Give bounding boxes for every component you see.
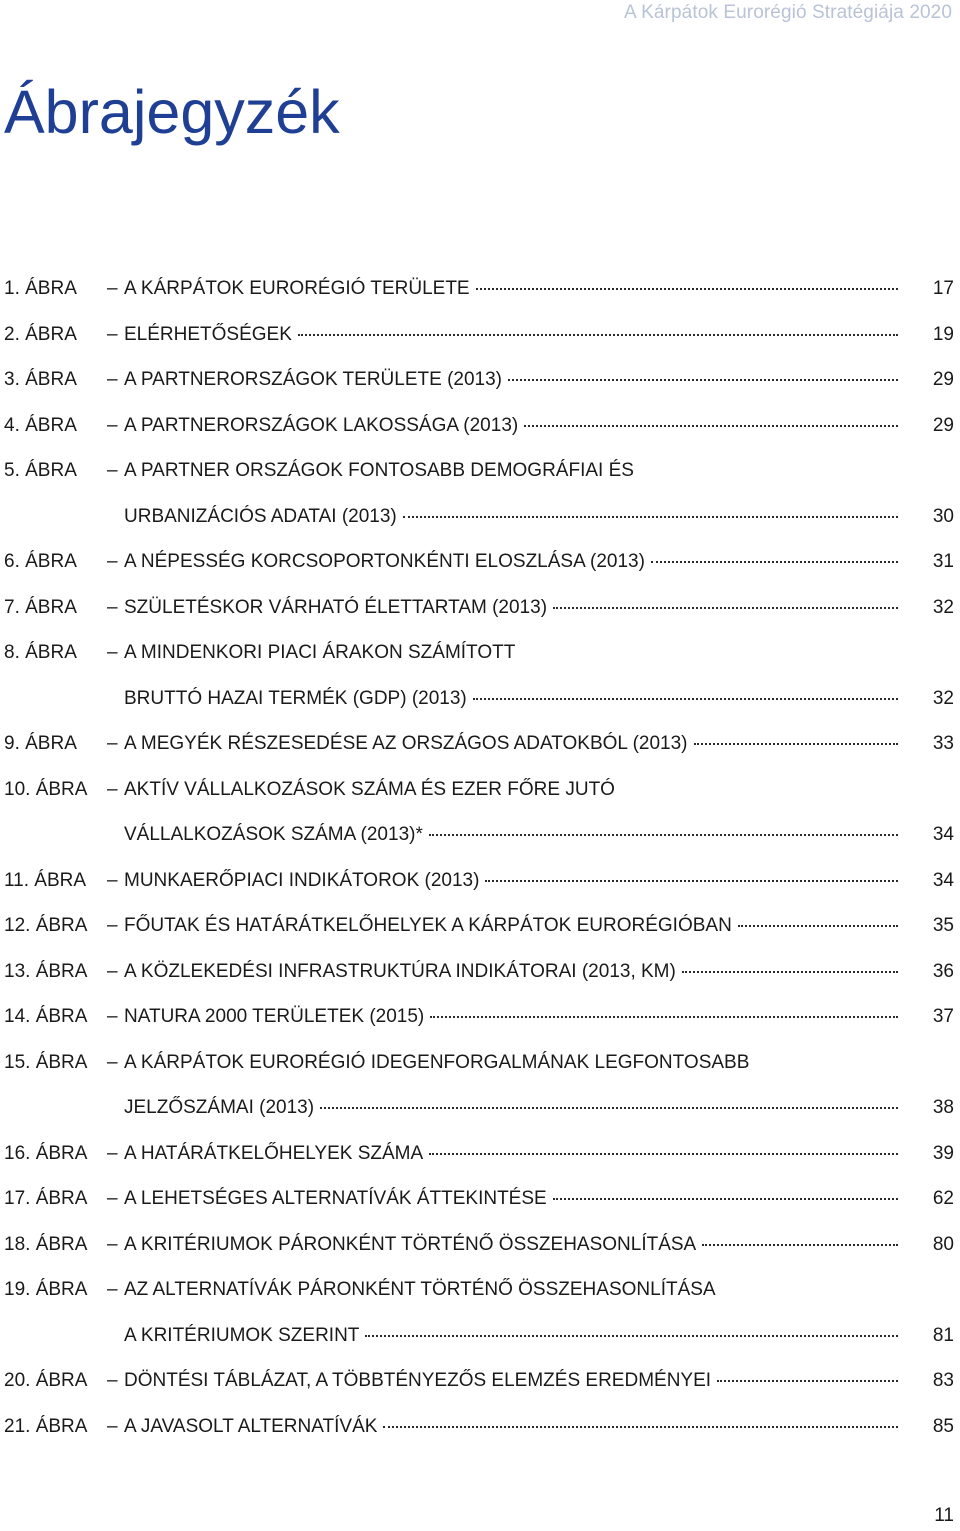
entry-dash: –	[107, 1051, 118, 1073]
page-ref: 85	[932, 1415, 954, 1437]
dot-leader	[383, 1426, 898, 1428]
figure-title: A PARTNERORSZÁGOK TERÜLETE (2013)	[124, 369, 502, 390]
entry-body	[124, 870, 898, 892]
entry-dash: –	[107, 869, 118, 891]
dot-leader	[682, 971, 898, 973]
dot-leader	[476, 288, 898, 290]
entry-body	[124, 1006, 898, 1028]
entry-body	[124, 551, 898, 573]
page-ref: 29	[932, 414, 954, 436]
dot-leader	[320, 1107, 898, 1109]
figure-title: NATURA 2000 TERÜLETEK (2015)	[124, 1006, 425, 1027]
toc-entry[interactable]	[0, 721, 960, 767]
figure-title: AKTÍV VÁLLALKOZÁSOK SZÁMA ÉS EZER FŐRE JUTÓ	[124, 778, 615, 800]
dot-leader	[524, 425, 898, 427]
entry-body	[124, 915, 898, 937]
figure-title: DÖNTÉSI TÁBLÁZAT, A TÖBBTÉNYEZŐS ELEMZÉS EREDMÉNYEI	[124, 1370, 712, 1391]
figure-number: 6. ÁBRA	[4, 551, 77, 572]
figure-number: 9. ÁBRA	[4, 733, 77, 754]
figure-number: 14. ÁBRA	[4, 1006, 88, 1027]
figure-number: 5. ÁBRA	[4, 460, 77, 481]
figure-title: A HATÁRÁTKELŐHELYEK SZÁMA	[124, 1142, 424, 1164]
figure-number: 2. ÁBRA	[4, 323, 77, 345]
figure-number: 16. ÁBRA	[4, 1142, 88, 1164]
figure-title: VÁLLALKOZÁSOK SZÁMA (2013)*	[124, 824, 423, 845]
page-ref: 35	[932, 915, 954, 936]
figure-number: 20. ÁBRA	[4, 1370, 88, 1391]
entry-dash: –	[107, 915, 118, 936]
figure-title: A PARTNERORSZÁGOK LAKOSSÁGA (2013)	[124, 414, 519, 436]
toc-entry[interactable]	[0, 1040, 960, 1086]
entry-dash: –	[107, 369, 118, 390]
dot-leader	[651, 561, 898, 563]
toc-entry[interactable]	[0, 1176, 960, 1222]
toc-entry[interactable]	[0, 1404, 960, 1450]
entry-dash: –	[107, 278, 118, 299]
entry-dash: –	[107, 778, 118, 800]
toc-entry[interactable]	[0, 312, 960, 358]
page-ref: 34	[932, 824, 954, 845]
toc-entry[interactable]	[0, 539, 960, 585]
figure-title: A MINDENKORI PIACI ÁRAKON SZÁMÍTOTT	[124, 642, 516, 663]
toc-entry[interactable]	[0, 266, 960, 312]
figure-title: A KRITÉRIUMOK PÁRONKÉNT TÖRTÉNŐ ÖSSZEHASONLÍTÁSA	[124, 1233, 697, 1255]
toc-entry[interactable]	[0, 949, 960, 995]
entry-dash: –	[107, 1233, 118, 1255]
entry-body	[124, 1097, 898, 1119]
dot-leader	[553, 607, 898, 609]
toc-entry[interactable]	[0, 767, 960, 813]
entry-body	[124, 597, 898, 619]
entry-body	[124, 733, 898, 755]
toc-entry[interactable]	[0, 812, 960, 858]
figure-title: MUNKAERŐPIACI INDIKÁTOROK (2013)	[124, 869, 480, 891]
page-number: 11	[934, 1505, 954, 1526]
figure-number: 8. ÁBRA	[4, 642, 77, 663]
figure-number: 7. ÁBRA	[4, 596, 77, 618]
dot-leader	[717, 1380, 898, 1382]
dot-leader	[485, 880, 898, 882]
entry-body	[124, 415, 898, 437]
page-ref: 80	[932, 1233, 954, 1255]
toc-entry[interactable]	[0, 903, 960, 949]
figure-number: 12. ÁBRA	[4, 915, 88, 936]
figure-title: A KÁRPÁTOK EURORÉGIÓ IDEGENFORGALMÁNAK LEGFONTOSABB	[124, 1051, 750, 1073]
page-ref: 39	[932, 1142, 954, 1164]
figure-number: 10. ÁBRA	[4, 778, 88, 800]
dot-leader	[429, 1153, 898, 1155]
running-header: A Kárpátok Eurorégió Stratégiája 2020	[624, 2, 952, 23]
dot-leader	[298, 334, 898, 336]
entry-dash: –	[107, 1188, 118, 1209]
figure-title: SZÜLETÉSKOR VÁRHATÓ ÉLETTARTAM (2013)	[124, 596, 548, 618]
dot-leader	[430, 1016, 898, 1018]
toc-entry[interactable]	[0, 630, 960, 676]
page-ref: 30	[932, 505, 954, 527]
entry-dash: –	[107, 1142, 118, 1164]
dot-leader	[473, 698, 898, 700]
figure-title: URBANIZÁCIÓS ADATAI (2013)	[124, 505, 397, 527]
toc-entry[interactable]	[0, 1358, 960, 1404]
page-ref: 19	[932, 323, 954, 345]
entry-body	[124, 324, 898, 346]
figure-title: A KÁRPÁTOK EURORÉGIÓ TERÜLETE	[124, 278, 470, 299]
page-ref: 38	[932, 1097, 954, 1118]
dot-leader	[365, 1335, 898, 1337]
entry-dash: –	[107, 1415, 118, 1437]
entry-body	[124, 460, 898, 482]
toc-entry[interactable]	[0, 357, 960, 403]
table-of-figures	[0, 266, 960, 1449]
page-ref: 29	[932, 369, 954, 390]
entry-dash: –	[107, 642, 118, 663]
figure-number: 4. ÁBRA	[4, 414, 77, 436]
figure-number: 18. ÁBRA	[4, 1233, 88, 1255]
figure-title: BRUTTÓ HAZAI TERMÉK (GDP) (2013)	[124, 687, 467, 709]
figure-title: A KRITÉRIUMOK SZERINT	[124, 1324, 360, 1346]
figure-title: A NÉPESSÉG KORCSOPORTONKÉNTI ELOSZLÁSA (2013)	[124, 551, 645, 572]
dot-leader	[738, 925, 898, 927]
figure-number: 21. ÁBRA	[4, 1415, 88, 1437]
entry-dash: –	[107, 1370, 118, 1391]
figure-number: 17. ÁBRA	[4, 1188, 88, 1209]
figure-title: A MEGYÉK RÉSZESEDÉSE AZ ORSZÁGOS ADATOKBÓL (2013)	[124, 733, 688, 754]
page-ref: 81	[932, 1324, 954, 1346]
toc-entry[interactable]	[0, 1085, 960, 1131]
entry-body	[124, 688, 898, 710]
figure-number: 19. ÁBRA	[4, 1279, 88, 1300]
page-ref: 32	[932, 687, 954, 709]
entry-body	[124, 1143, 898, 1165]
entry-dash: –	[107, 460, 118, 481]
dot-leader	[429, 834, 898, 836]
toc-entry[interactable]	[0, 858, 960, 904]
entry-dash: –	[107, 733, 118, 754]
toc-entry[interactable]	[0, 994, 960, 1040]
entry-dash: –	[107, 551, 118, 572]
toc-entry[interactable]	[0, 1131, 960, 1177]
entry-dash: –	[107, 1006, 118, 1027]
entry-body	[124, 1325, 898, 1347]
entry-dash: –	[107, 414, 118, 436]
figure-number: 1. ÁBRA	[4, 278, 77, 299]
toc-entry[interactable]	[0, 494, 960, 540]
page-ref: 33	[932, 733, 954, 754]
figure-title: JELZŐSZÁMAI (2013)	[124, 1097, 315, 1118]
entry-body	[124, 278, 898, 300]
dot-leader	[553, 1198, 898, 1200]
page-ref: 83	[932, 1370, 954, 1391]
page-ref: 17	[932, 278, 954, 299]
entry-body	[124, 1188, 898, 1210]
page-ref: 31	[932, 551, 954, 572]
entry-body	[124, 1279, 898, 1301]
dot-leader	[403, 516, 898, 518]
entry-dash: –	[107, 1279, 118, 1300]
figure-title: FŐUTAK ÉS HATÁRÁTKELŐHELYEK A KÁRPÁTOK EURORÉGIÓBAN	[124, 915, 732, 936]
figure-title: A LEHETSÉGES ALTERNATÍVÁK ÁTTEKINTÉSE	[124, 1188, 547, 1209]
entry-dash: –	[107, 323, 118, 345]
dot-leader	[508, 379, 898, 381]
page-ref: 37	[932, 1006, 954, 1027]
figure-title: A JAVASOLT ALTERNATÍVÁK	[124, 1415, 378, 1437]
figure-number: 15. ÁBRA	[4, 1051, 88, 1073]
entry-body	[124, 506, 898, 528]
page-ref: 34	[932, 869, 954, 891]
page-ref: 36	[932, 960, 954, 982]
figure-number: 13. ÁBRA	[4, 960, 88, 982]
entry-dash: –	[107, 960, 118, 982]
dot-leader	[694, 743, 899, 745]
entry-body	[124, 1416, 898, 1438]
figure-number: 11. ÁBRA	[4, 869, 87, 891]
toc-entry[interactable]	[0, 1222, 960, 1268]
figure-title: A PARTNER ORSZÁGOK FONTOSABB DEMOGRÁFIAI ÉS	[124, 460, 634, 481]
entry-body	[124, 642, 898, 664]
toc-entry[interactable]	[0, 403, 960, 449]
toc-entry[interactable]	[0, 585, 960, 631]
figure-title: ELÉRHETŐSÉGEK	[124, 323, 292, 345]
dot-leader	[702, 1244, 898, 1246]
entry-body	[124, 961, 898, 983]
entry-body	[124, 369, 898, 391]
entry-body	[124, 1234, 898, 1256]
entry-body	[124, 824, 898, 846]
entry-body	[124, 1052, 898, 1074]
toc-entry[interactable]	[0, 1313, 960, 1359]
page-ref: 62	[932, 1188, 954, 1209]
page-ref: 32	[932, 596, 954, 618]
toc-entry[interactable]	[0, 676, 960, 722]
entry-dash: –	[107, 596, 118, 618]
entry-body	[124, 1370, 898, 1392]
entry-body	[124, 779, 898, 801]
figure-number: 3. ÁBRA	[4, 369, 77, 390]
toc-entry[interactable]	[0, 1267, 960, 1313]
figure-title: AZ ALTERNATÍVÁK PÁRONKÉNT TÖRTÉNŐ ÖSSZEHASONLÍTÁSA	[124, 1279, 716, 1300]
figure-title: A KÖZLEKEDÉSI INFRASTRUKTÚRA INDIKÁTORAI (2013, KM)	[124, 960, 676, 982]
toc-entry[interactable]	[0, 448, 960, 494]
page-title: Ábrajegyzék	[4, 78, 340, 146]
